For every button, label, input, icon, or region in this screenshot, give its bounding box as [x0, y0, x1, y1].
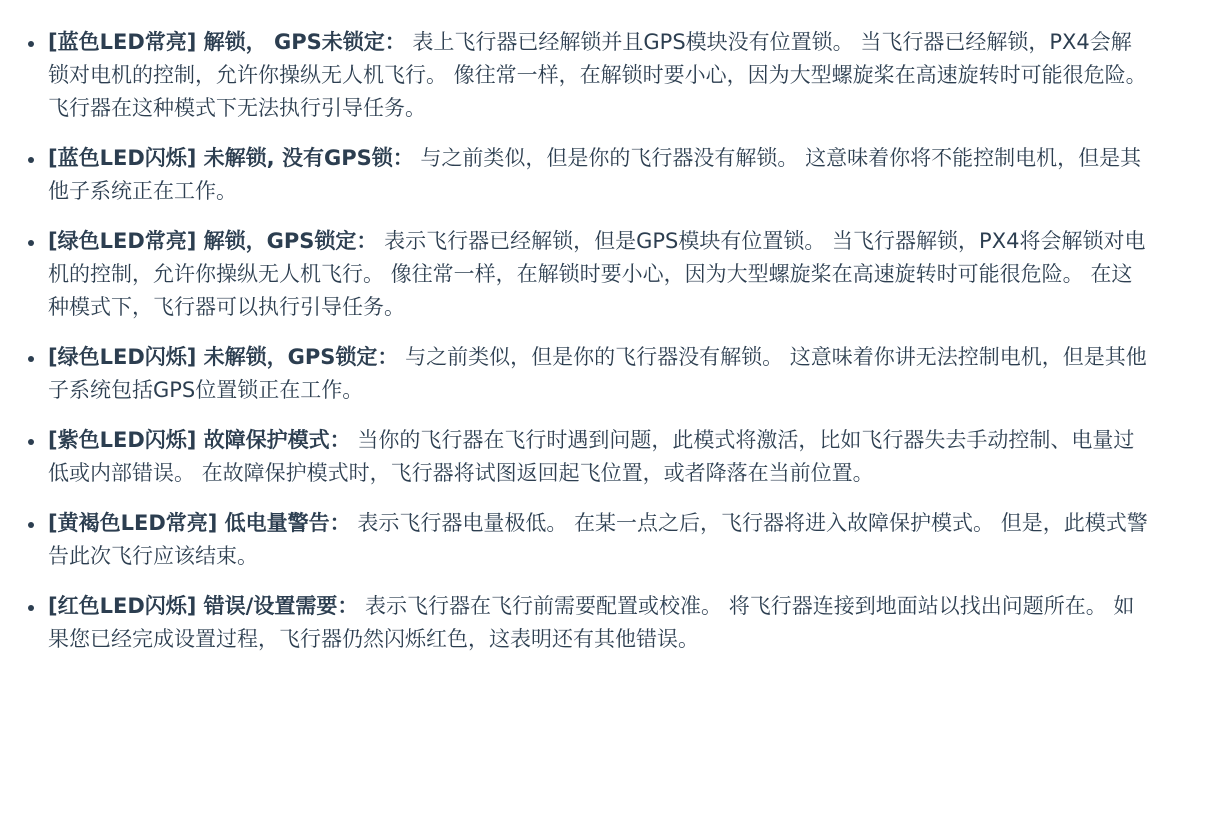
item-label: [红色LED闪烁] 错误/设置需要： [48, 594, 359, 618]
bullet-icon [28, 439, 34, 445]
item-description: 与之前类似，但是你的飞行器没有解锁。 这意味着你将不能控制电机，但是其他子系统正在工作。 [48, 146, 1142, 203]
item-label: [蓝色LED闪烁] 未解锁, 没有GPS锁： [48, 146, 414, 170]
bullet-icon [28, 522, 34, 528]
list-item [48, 507, 1151, 573]
bullet-icon [28, 157, 34, 163]
list-item [48, 225, 1151, 324]
list-item [48, 142, 1151, 208]
item-description: 表示飞行器电量极低。 在某一点之后，飞行器将进入故障保护模式。 但是，此模式警告此次飞行应该结束。 [48, 511, 1148, 568]
item-label: [绿色LED闪烁] 未解锁，GPS锁定： [48, 345, 399, 369]
item-description: 当你的飞行器在飞行时遇到问题，此模式将激活，比如飞行器失去手动控制、电量过低或内部错误。 在故障保护模式时，飞行器将试图返回起飞位置，或者降落在当前位置。 [48, 428, 1135, 485]
item-label: [蓝色LED常亮] 解锁， GPS未锁定： [48, 30, 406, 54]
item-description: 表示飞行器已经解锁，但是GPS模块有位置锁。 当飞行器解锁，PX4将会解锁对电机的控制，允许你操纵无人机飞行。 像往常一样，在解锁时要小心，因为大型螺旋桨在高速旋转时可能很危险。 在这种模式下，飞行器可以执行引导任务。 [48, 229, 1146, 319]
item-description: 表上飞行器已经解锁并且GPS模块没有位置锁。 当飞行器已经解锁，PX4会解锁对电机的控制，允许你操纵无人机飞行。 像往常一样，在解锁时要小心，因为大型螺旋桨在高速旋转时可能很危险。 飞行器在这种模式下无法执行引导任务。 [48, 30, 1147, 120]
bullet-icon [28, 240, 34, 246]
bullet-icon [28, 41, 34, 47]
list-item [48, 341, 1151, 407]
bullet-icon [28, 605, 34, 611]
bullet-icon [28, 356, 34, 362]
item-description: 与之前类似，但是你的飞行器没有解锁。 这意味着你讲无法控制电机，但是其他子系统包括GPS位置锁正在工作。 [48, 345, 1147, 402]
item-label: [黄褐色LED常亮] 低电量警告： [48, 511, 351, 535]
list-item [48, 424, 1151, 490]
led-status-list [48, 26, 1151, 656]
item-label: [紫色LED闪烁] 故障保护模式： [48, 428, 351, 452]
item-label: [绿色LED常亮] 解锁，GPS锁定： [48, 229, 378, 253]
list-item [48, 590, 1151, 656]
list-item [48, 26, 1151, 125]
item-description: 表示飞行器在飞行前需要配置或校准。 将飞行器连接到地面站以找出问题所在。 如果您已经完成设置过程，飞行器仍然闪烁红色，这表明还有其他错误。 [48, 594, 1135, 651]
